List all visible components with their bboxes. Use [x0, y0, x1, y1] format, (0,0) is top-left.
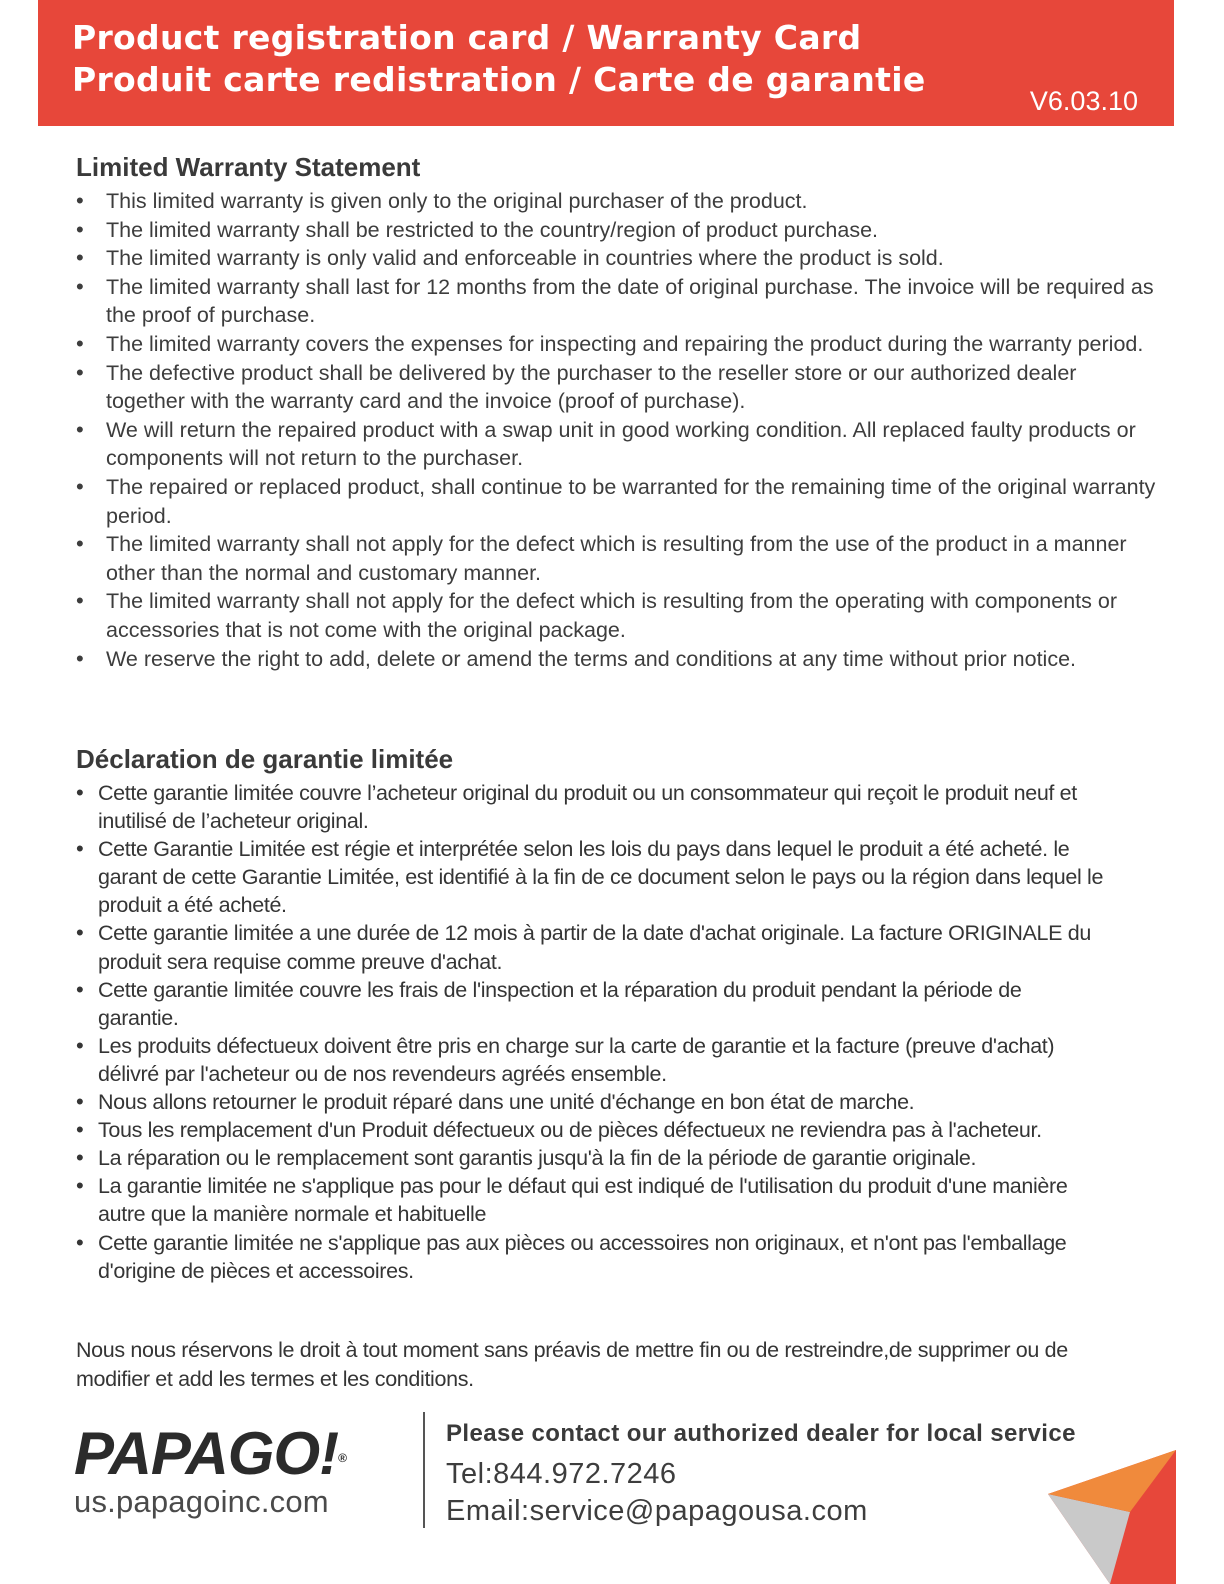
contact-title: Please contact our authorized dealer for local service	[446, 1420, 1076, 1447]
version-label: V6.03.10	[1029, 86, 1138, 116]
english-warranty-section	[76, 152, 1156, 673]
registered-mark: ®	[338, 1451, 346, 1465]
logo-text-part: O!	[273, 1420, 339, 1487]
list-item: • Nous allons retourner le produit réparé dans une unité d'échange en bon état de marche.	[76, 1088, 1106, 1116]
list-item: • The limited warranty covers the expenses for inspecting and repairing the product during the warranty period.	[76, 330, 1156, 359]
footer-divider	[423, 1412, 425, 1528]
french-terms-note: Nous nous réservons le droit à tout moment sans préavis de mettre fin ou de restreindre,de supprimer ou de modifier et add les termes et les conditions.	[76, 1338, 1068, 1391]
contact-email[interactable]: Email:service@papagousa.com	[446, 1495, 868, 1527]
french-warranty-list	[76, 779, 1106, 1285]
list-item: • Cette garantie limitée ne s'applique pas aux pièces ou accessoires non originaux, et n'ont pas l'emballage d'origine de pièces et accessoires.	[76, 1229, 1106, 1285]
english-warranty-list	[76, 187, 1156, 673]
list-item: • The limited warranty shall last for 12 months from the date of original purchase. The invoice will be required as the proof of purchase.	[76, 273, 1156, 330]
french-heading: Déclaration de garantie limitée	[76, 744, 454, 774]
header-banner	[38, 0, 1174, 126]
french-warranty-section	[76, 744, 1106, 1285]
contact-block	[446, 1420, 1076, 1528]
list-item: • Tous les remplacement d'un Produit défectueux ou de pièces défectueux ne reviendra pas à l'acheteur.	[76, 1116, 1106, 1144]
list-item: • The limited warranty is only valid and enforceable in countries where the product is sold.	[76, 244, 1156, 273]
english-heading: Limited Warranty Statement	[76, 152, 421, 182]
contact-phone[interactable]: Tel:844.972.7246	[446, 1458, 677, 1490]
list-item: • The limited warranty shall be restricted to the country/region of product purchase.	[76, 216, 1156, 245]
list-item: • The limited warranty shall not apply for the defect which is resulting from the operating with components or accessories that is not come with the original package.	[76, 587, 1156, 644]
logo-text-g: G	[227, 1420, 274, 1487]
papago-logo-block	[74, 1420, 414, 1520]
list-item: • This limited warranty is given only to the original purchaser of the product.	[76, 187, 1156, 216]
list-item: • La réparation ou le remplacement sont garantis jusqu'à la fin de la période de garantie originale.	[76, 1144, 1106, 1172]
logo-text-part: PAPA	[74, 1420, 228, 1487]
corner-decoration-icon	[1040, 1450, 1176, 1584]
list-item: • The limited warranty shall not apply for the defect which is resulting from the use of the product in a manner other than the normal and customary manner.	[76, 530, 1156, 587]
list-item: • Cette Garantie Limitée est régie et interprétée selon les lois du pays dans lequel le produit a été acheté. le garant de cette Garantie Limitée, est identifié à la fin de ce document selon le pays ou la région dans lequel le produit a été acheté.	[76, 835, 1106, 919]
list-item: • We will return the repaired product with a swap unit in good working condition. All replaced faulty products or components will not return to the purchaser.	[76, 416, 1156, 473]
list-item: • We reserve the right to add, delete or amend the terms and conditions at any time without prior notice.	[76, 645, 1156, 674]
list-item: • Cette garantie limitée couvre les frais de l'inspection et la réparation du produit pendant la période de garantie.	[76, 976, 1106, 1032]
list-item: • The defective product shall be delivered by the purchaser to the reseller store or our authorized dealer together with the warranty card and the invoice (proof of purchase).	[76, 359, 1156, 416]
list-item: • Les produits défectueux doivent être pris en charge sur la carte de garantie et la facture (preuve d'achat) délivré par l'acheteur ou de nos revendeurs agréés ensemble.	[76, 1032, 1106, 1088]
title-english: Product registration card / Warranty Card	[72, 18, 862, 57]
title-french: Produit carte redistration / Carte de garantie	[72, 60, 926, 99]
list-item: • The repaired or replaced product, shall continue to be warranted for the remaining time of the original warranty period.	[76, 473, 1156, 530]
list-item: • Cette garantie limitée a une durée de 12 mois à partir de la date d'achat originale. La facture ORIGINALE du produit sera requise comme preuve d'achat.	[76, 919, 1106, 975]
website-link[interactable]: us.papagoinc.com	[74, 1484, 329, 1519]
papago-logo	[74, 1420, 414, 1487]
list-item: • Cette garantie limitée couvre l’acheteur original du produit ou un consommateur qui reçoit le produit neuf et inutilisé de l’acheteur original.	[76, 779, 1106, 835]
list-item: • La garantie limitée ne s'applique pas pour le défaut qui est indiqué de l'utilisation du produit d'une manière autre que la manière normale et habituelle	[76, 1172, 1106, 1228]
